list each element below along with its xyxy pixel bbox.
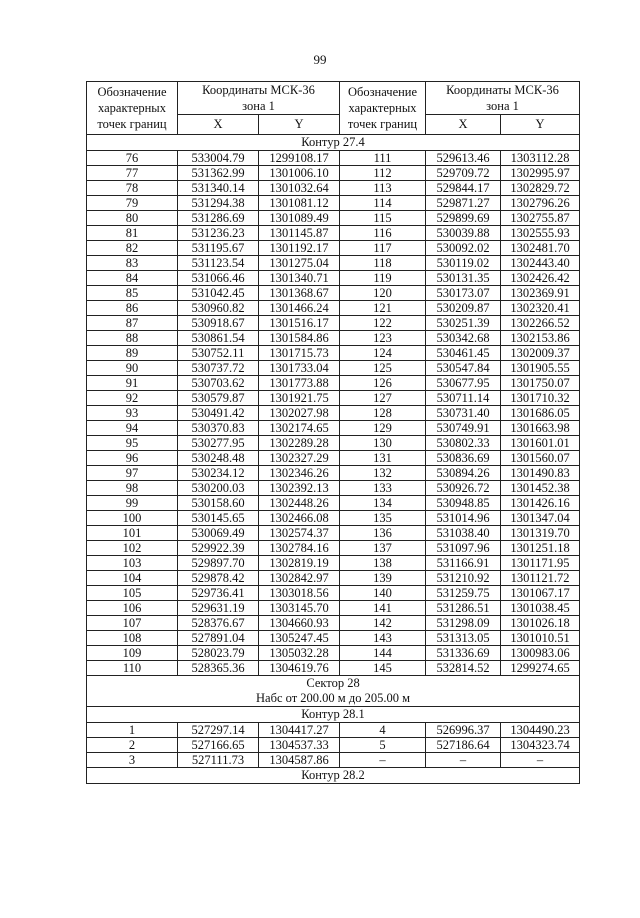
coord-x-cell: 529613.46 [426, 151, 501, 166]
coord-y-cell: 1303145.70 [259, 601, 340, 616]
point-id-cell: 87 [87, 316, 178, 331]
coord-x-cell: 530145.65 [178, 511, 259, 526]
coord-x-cell: 530131.35 [426, 271, 501, 286]
coord-y-cell: 1302466.08 [259, 511, 340, 526]
coord-y-cell: 1302009.37 [501, 346, 580, 361]
coord-x-cell: 531236.23 [178, 226, 259, 241]
coord-x-cell: 529736.41 [178, 586, 259, 601]
coord-y-cell: 1301584.86 [259, 331, 340, 346]
point-id-cell: 88 [87, 331, 178, 346]
coord-x-cell: 530547.84 [426, 361, 501, 376]
header-x-left: X [178, 115, 259, 135]
point-id-cell: 141 [340, 601, 426, 616]
table-row [87, 738, 580, 753]
table-row [87, 331, 580, 346]
coord-x-cell: 531286.51 [426, 601, 501, 616]
table-body [87, 135, 580, 784]
coord-x-cell: 531259.75 [426, 586, 501, 601]
point-id-cell: 133 [340, 481, 426, 496]
table-row [87, 406, 580, 421]
coord-y-cell: 1304660.93 [259, 616, 340, 631]
coord-y-cell: 1301010.51 [501, 631, 580, 646]
coord-x-cell: 527111.73 [178, 753, 259, 768]
coord-y-cell: 1302755.87 [501, 211, 580, 226]
point-id-cell: 135 [340, 511, 426, 526]
coord-x-cell: 530200.03 [178, 481, 259, 496]
table-row [87, 541, 580, 556]
section-title: Сектор 28 Набс от 200.00 м до 205.00 м [87, 676, 580, 707]
point-id-cell: 113 [340, 181, 426, 196]
coord-y-cell: 1302289.28 [259, 436, 340, 451]
point-id-cell: 4 [340, 723, 426, 738]
coord-x-cell: 530737.72 [178, 361, 259, 376]
coord-x-cell: 530731.40 [426, 406, 501, 421]
point-id-cell: 108 [87, 631, 178, 646]
coord-y-cell: 1304537.33 [259, 738, 340, 753]
coord-y-cell: 1302266.52 [501, 316, 580, 331]
point-id-cell: 84 [87, 271, 178, 286]
coord-y-cell: 1301319.70 [501, 526, 580, 541]
point-id-cell: 5 [340, 738, 426, 753]
coord-y-cell: 1299274.65 [501, 661, 580, 676]
coord-x-cell: 527186.64 [426, 738, 501, 753]
point-id-cell: 95 [87, 436, 178, 451]
coord-x-cell: 530039.88 [426, 226, 501, 241]
coord-y-cell: 1305032.28 [259, 646, 340, 661]
point-id-cell: 89 [87, 346, 178, 361]
coordinates-table [86, 81, 580, 784]
point-id-cell: 143 [340, 631, 426, 646]
table-row [87, 271, 580, 286]
coord-x-cell: 530802.33 [426, 436, 501, 451]
coord-x-cell: 531042.45 [178, 286, 259, 301]
coord-x-cell: 529631.19 [178, 601, 259, 616]
point-id-cell: 115 [340, 211, 426, 226]
coord-y-cell: 1302426.42 [501, 271, 580, 286]
point-id-cell: 79 [87, 196, 178, 211]
coord-y-cell: – [501, 753, 580, 768]
coord-x-cell: 530119.02 [426, 256, 501, 271]
point-id-cell: 2 [87, 738, 178, 753]
coord-x-cell: 528365.36 [178, 661, 259, 676]
table-row [87, 496, 580, 511]
coord-y-cell: 1303018.56 [259, 586, 340, 601]
point-id-cell: 145 [340, 661, 426, 676]
coord-x-cell: 529922.39 [178, 541, 259, 556]
coord-y-cell: 1299108.17 [259, 151, 340, 166]
coord-y-cell: 1302796.26 [501, 196, 580, 211]
coord-y-cell: 1301032.64 [259, 181, 340, 196]
coord-x-cell: 530948.85 [426, 496, 501, 511]
point-id-cell: 119 [340, 271, 426, 286]
point-id-cell: 81 [87, 226, 178, 241]
section-title: Контур 27.4 [87, 135, 580, 151]
coord-y-cell: 1304323.74 [501, 738, 580, 753]
point-id-cell: 97 [87, 466, 178, 481]
header-x-right: X [426, 115, 501, 135]
point-id-cell: 139 [340, 571, 426, 586]
coord-y-cell: 1301452.38 [501, 481, 580, 496]
coord-y-cell: 1302392.13 [259, 481, 340, 496]
coord-x-cell: – [426, 753, 501, 768]
coord-y-cell: 1304490.23 [501, 723, 580, 738]
table-row [87, 586, 580, 601]
section-title: Контур 28.2 [87, 768, 580, 784]
coord-y-cell: 1301466.24 [259, 301, 340, 316]
coord-x-cell: 530248.48 [178, 451, 259, 466]
section-row [87, 676, 580, 707]
coord-y-cell: 1302369.91 [501, 286, 580, 301]
section-row [87, 768, 580, 784]
coord-x-cell: 531286.69 [178, 211, 259, 226]
coord-y-cell: 1301715.73 [259, 346, 340, 361]
point-id-cell: 128 [340, 406, 426, 421]
coord-y-cell: 1301192.17 [259, 241, 340, 256]
table-row [87, 601, 580, 616]
point-id-cell: 99 [87, 496, 178, 511]
coord-x-cell: 529844.17 [426, 181, 501, 196]
table-row [87, 391, 580, 406]
point-id-cell: 111 [340, 151, 426, 166]
point-id-cell: 110 [87, 661, 178, 676]
point-id-cell: 109 [87, 646, 178, 661]
coord-y-cell: 1301089.49 [259, 211, 340, 226]
coord-x-cell: 530836.69 [426, 451, 501, 466]
coord-y-cell: 1302842.97 [259, 571, 340, 586]
coord-x-cell: 529899.69 [426, 211, 501, 226]
coord-y-cell: 1302481.70 [501, 241, 580, 256]
page-number: 99 [313, 52, 327, 67]
point-id-cell: 138 [340, 556, 426, 571]
coord-y-cell: 1301686.05 [501, 406, 580, 421]
point-id-cell: 136 [340, 526, 426, 541]
point-id-cell: 93 [87, 406, 178, 421]
point-id-cell: 117 [340, 241, 426, 256]
coord-y-cell: 1301750.07 [501, 376, 580, 391]
coord-y-cell: 1300983.06 [501, 646, 580, 661]
point-id-cell: 103 [87, 556, 178, 571]
point-id-cell: 1 [87, 723, 178, 738]
coord-y-cell: 1301145.87 [259, 226, 340, 241]
point-id-cell: 100 [87, 511, 178, 526]
coord-y-cell: 1301340.71 [259, 271, 340, 286]
coord-x-cell: 529897.70 [178, 556, 259, 571]
table-row [87, 616, 580, 631]
table-row [87, 421, 580, 436]
point-id-cell: 124 [340, 346, 426, 361]
coord-y-cell: 1301347.04 [501, 511, 580, 526]
coord-x-cell: 531313.05 [426, 631, 501, 646]
coord-x-cell: 531195.67 [178, 241, 259, 256]
point-id-cell: 91 [87, 376, 178, 391]
coord-x-cell: 531294.38 [178, 196, 259, 211]
coord-y-cell: 1301275.04 [259, 256, 340, 271]
coord-y-cell: 1301560.07 [501, 451, 580, 466]
point-id-cell: 80 [87, 211, 178, 226]
coord-x-cell: 531210.92 [426, 571, 501, 586]
header-designation-right: Обозначение характерных точек границ [340, 82, 426, 135]
table-row [87, 466, 580, 481]
coord-x-cell: 530752.11 [178, 346, 259, 361]
coord-y-cell: 1301733.04 [259, 361, 340, 376]
coord-y-cell: 1301601.01 [501, 436, 580, 451]
point-id-cell: 96 [87, 451, 178, 466]
point-id-cell: 131 [340, 451, 426, 466]
coord-x-cell: 530960.82 [178, 301, 259, 316]
coord-x-cell: 531340.14 [178, 181, 259, 196]
coord-y-cell: 1303112.28 [501, 151, 580, 166]
point-id-cell: 83 [87, 256, 178, 271]
coord-x-cell: 530234.12 [178, 466, 259, 481]
coord-x-cell: 527166.65 [178, 738, 259, 753]
coord-y-cell: 1301905.55 [501, 361, 580, 376]
coord-y-cell: 1302448.26 [259, 496, 340, 511]
coord-x-cell: 530209.87 [426, 301, 501, 316]
point-id-cell: 107 [87, 616, 178, 631]
coord-x-cell: 530461.45 [426, 346, 501, 361]
point-id-cell: 140 [340, 586, 426, 601]
coord-x-cell: 528376.67 [178, 616, 259, 631]
coord-x-cell: 533004.79 [178, 151, 259, 166]
coord-x-cell: 530277.95 [178, 436, 259, 451]
table-row [87, 181, 580, 196]
coord-y-cell: 1301490.83 [501, 466, 580, 481]
coord-y-cell: 1301081.12 [259, 196, 340, 211]
coord-x-cell: 530926.72 [426, 481, 501, 496]
coord-y-cell: 1302327.29 [259, 451, 340, 466]
coord-x-cell: 530370.83 [178, 421, 259, 436]
table-row [87, 196, 580, 211]
table-row [87, 226, 580, 241]
coord-y-cell: 1304587.86 [259, 753, 340, 768]
coord-x-cell: 530703.62 [178, 376, 259, 391]
coord-y-cell: 1302153.86 [501, 331, 580, 346]
header-y-left: Y [259, 115, 340, 135]
section-row [87, 707, 580, 723]
coord-x-cell: 531097.96 [426, 541, 501, 556]
table-row [87, 301, 580, 316]
table-row [87, 346, 580, 361]
coord-y-cell: 1301251.18 [501, 541, 580, 556]
header-coords-left: Координаты МСК-36 зона 1 [178, 82, 340, 115]
header-designation-left: Обозначение характерных точек границ [87, 82, 178, 135]
point-id-cell: 132 [340, 466, 426, 481]
coord-x-cell: 530342.68 [426, 331, 501, 346]
coord-x-cell: 526996.37 [426, 723, 501, 738]
point-id-cell: 82 [87, 241, 178, 256]
coord-x-cell: 530251.39 [426, 316, 501, 331]
coord-y-cell: 1305247.45 [259, 631, 340, 646]
coord-x-cell: 531298.09 [426, 616, 501, 631]
point-id-cell: 126 [340, 376, 426, 391]
section-row [87, 135, 580, 151]
table-row [87, 316, 580, 331]
table-row [87, 376, 580, 391]
point-id-cell: 86 [87, 301, 178, 316]
point-id-cell: 114 [340, 196, 426, 211]
table-row [87, 241, 580, 256]
coord-x-cell: 531066.46 [178, 271, 259, 286]
coord-y-cell: 1302574.37 [259, 526, 340, 541]
coord-y-cell: 1301368.67 [259, 286, 340, 301]
table-row [87, 753, 580, 768]
point-id-cell: 3 [87, 753, 178, 768]
coord-x-cell: 530158.60 [178, 496, 259, 511]
table-row [87, 661, 580, 676]
coord-x-cell: 532814.52 [426, 661, 501, 676]
point-id-cell: 94 [87, 421, 178, 436]
point-id-cell: 77 [87, 166, 178, 181]
header-coords-right: Координаты МСК-36 зона 1 [426, 82, 580, 115]
coord-y-cell: 1301171.95 [501, 556, 580, 571]
point-id-cell: – [340, 753, 426, 768]
coord-x-cell: 530677.95 [426, 376, 501, 391]
coord-y-cell: 1302819.19 [259, 556, 340, 571]
point-id-cell: 121 [340, 301, 426, 316]
coord-y-cell: 1301663.98 [501, 421, 580, 436]
coord-y-cell: 1302995.97 [501, 166, 580, 181]
coord-x-cell: 530069.49 [178, 526, 259, 541]
coord-y-cell: 1302346.26 [259, 466, 340, 481]
table-row [87, 571, 580, 586]
coord-x-cell: 529709.72 [426, 166, 501, 181]
table-row [87, 286, 580, 301]
header-y-right: Y [501, 115, 580, 135]
point-id-cell: 98 [87, 481, 178, 496]
table-row [87, 451, 580, 466]
table-row [87, 211, 580, 226]
coord-x-cell: 528023.79 [178, 646, 259, 661]
point-id-cell: 142 [340, 616, 426, 631]
coord-x-cell: 531336.69 [426, 646, 501, 661]
table-row [87, 631, 580, 646]
coord-x-cell: 531362.99 [178, 166, 259, 181]
coord-y-cell: 1301773.88 [259, 376, 340, 391]
table-row [87, 151, 580, 166]
point-id-cell: 85 [87, 286, 178, 301]
point-id-cell: 130 [340, 436, 426, 451]
coord-y-cell: 1304417.27 [259, 723, 340, 738]
coord-x-cell: 530579.87 [178, 391, 259, 406]
coord-y-cell: 1301710.32 [501, 391, 580, 406]
table-row [87, 556, 580, 571]
coord-y-cell: 1301921.75 [259, 391, 340, 406]
coord-x-cell: 529878.42 [178, 571, 259, 586]
coord-y-cell: 1302174.65 [259, 421, 340, 436]
point-id-cell: 123 [340, 331, 426, 346]
coord-y-cell: 1301038.45 [501, 601, 580, 616]
coord-y-cell: 1301426.16 [501, 496, 580, 511]
coord-x-cell: 530711.14 [426, 391, 501, 406]
point-id-cell: 118 [340, 256, 426, 271]
table-row [87, 436, 580, 451]
section-title: Контур 28.1 [87, 707, 580, 723]
coord-y-cell: 1301067.17 [501, 586, 580, 601]
table-row [87, 481, 580, 496]
point-id-cell: 92 [87, 391, 178, 406]
table-row [87, 166, 580, 181]
coord-x-cell: 530749.91 [426, 421, 501, 436]
table-row [87, 723, 580, 738]
point-id-cell: 90 [87, 361, 178, 376]
point-id-cell: 101 [87, 526, 178, 541]
coord-x-cell: 530491.42 [178, 406, 259, 421]
coord-x-cell: 530894.26 [426, 466, 501, 481]
coord-x-cell: 530092.02 [426, 241, 501, 256]
coord-y-cell: 1302443.40 [501, 256, 580, 271]
point-id-cell: 102 [87, 541, 178, 556]
point-id-cell: 144 [340, 646, 426, 661]
coord-x-cell: 530861.54 [178, 331, 259, 346]
coord-x-cell: 529871.27 [426, 196, 501, 211]
table-row [87, 511, 580, 526]
coord-y-cell: 1304619.76 [259, 661, 340, 676]
table-row [87, 361, 580, 376]
table-row [87, 646, 580, 661]
point-id-cell: 78 [87, 181, 178, 196]
coord-y-cell: 1301006.10 [259, 166, 340, 181]
table-row [87, 526, 580, 541]
point-id-cell: 127 [340, 391, 426, 406]
coord-y-cell: 1301516.17 [259, 316, 340, 331]
coord-x-cell: 527297.14 [178, 723, 259, 738]
point-id-cell: 122 [340, 316, 426, 331]
point-id-cell: 116 [340, 226, 426, 241]
point-id-cell: 125 [340, 361, 426, 376]
table-row [87, 256, 580, 271]
coord-x-cell: 531123.54 [178, 256, 259, 271]
point-id-cell: 129 [340, 421, 426, 436]
coord-y-cell: 1301026.18 [501, 616, 580, 631]
coord-y-cell: 1302555.93 [501, 226, 580, 241]
point-id-cell: 105 [87, 586, 178, 601]
point-id-cell: 134 [340, 496, 426, 511]
coord-x-cell: 530173.07 [426, 286, 501, 301]
coord-x-cell: 531014.96 [426, 511, 501, 526]
point-id-cell: 112 [340, 166, 426, 181]
coord-y-cell: 1302027.98 [259, 406, 340, 421]
point-id-cell: 104 [87, 571, 178, 586]
coord-x-cell: 531166.91 [426, 556, 501, 571]
point-id-cell: 120 [340, 286, 426, 301]
point-id-cell: 106 [87, 601, 178, 616]
coord-y-cell: 1302829.72 [501, 181, 580, 196]
coord-x-cell: 530918.67 [178, 316, 259, 331]
coord-y-cell: 1302320.41 [501, 301, 580, 316]
coord-y-cell: 1302784.16 [259, 541, 340, 556]
point-id-cell: 137 [340, 541, 426, 556]
coord-x-cell: 527891.04 [178, 631, 259, 646]
coord-x-cell: 531038.40 [426, 526, 501, 541]
point-id-cell: 76 [87, 151, 178, 166]
coord-y-cell: 1301121.72 [501, 571, 580, 586]
